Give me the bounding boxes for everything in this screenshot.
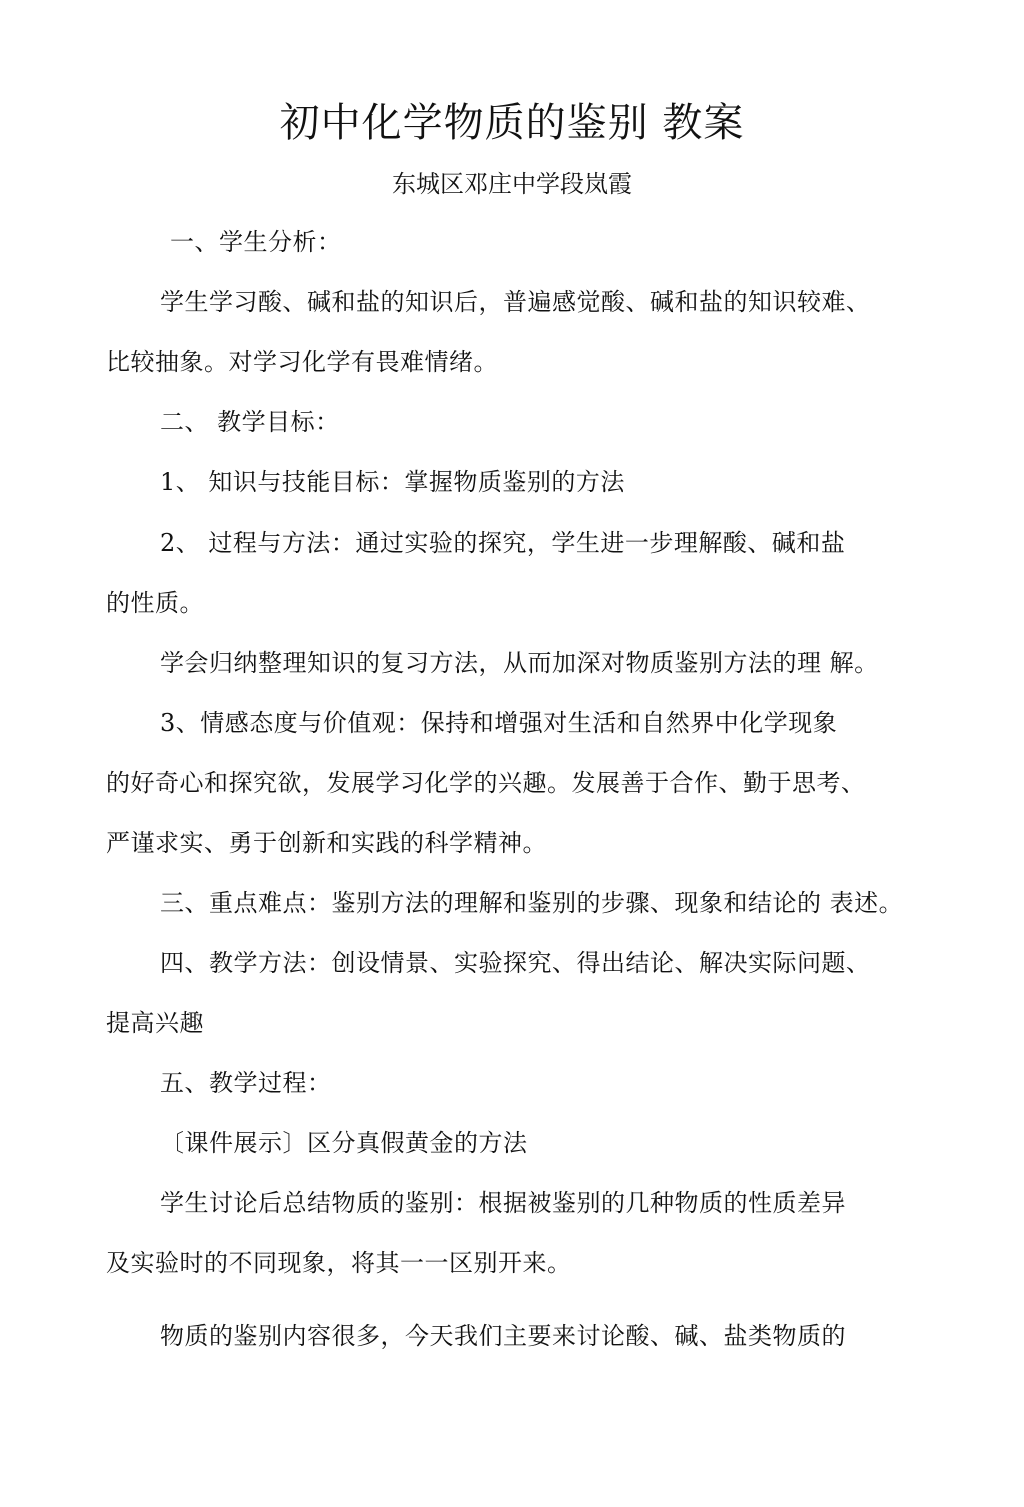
paragraph-line: 3、情感态度与价值观：保持和增强对生活和自然界中化学现象 xyxy=(160,709,838,737)
section-heading-teaching-process: 五、教学过程： xyxy=(160,1069,332,1097)
document-title: 初中化学物质的鉴别 教案 xyxy=(279,100,745,146)
section-heading-teaching-goals: 二、 教学目标： xyxy=(160,408,340,436)
paragraph-line: 2、 过程与方法：通过实验的探究，学生进一步理解酸、碱和盐 xyxy=(160,529,846,557)
document-author: 东城区邓庄中学段岚霞 xyxy=(392,170,632,198)
paragraph-line: 物质的鉴别内容很多，今天我们主要来讨论酸、碱、盐类物质的 xyxy=(160,1322,846,1350)
section-heading-key-points: 三、重点难点：鉴别方法的理解和鉴别的步骤、现象和结论的 表述。 xyxy=(160,889,904,917)
paragraph-line: 的性质。 xyxy=(106,589,204,617)
paragraph-line: 〔课件展示〕区分真假黄金的方法 xyxy=(160,1129,528,1157)
paragraph-line: 提高兴趣 xyxy=(106,1009,204,1037)
section-heading-teaching-methods: 四、教学方法：创设情景、实验探究、得出结论、解决实际问题、 xyxy=(160,949,871,977)
paragraph-line: 的好奇心和探究欲，发展学习化学的兴趣。发展善于合作、勤于思考、 xyxy=(106,769,866,797)
paragraph-line: 严谨求实、勇于创新和实践的科学精神。 xyxy=(106,829,547,857)
paragraph-line: 学生学习酸、碱和盐的知识后，普遍感觉酸、碱和盐的知识较难、 xyxy=(160,288,871,316)
paragraph-line: 学会归纳整理知识的复习方法，从而加深对物质鉴别方法的理 解。 xyxy=(160,649,879,677)
paragraph-line: 1、 知识与技能目标：掌握物质鉴别的方法 xyxy=(160,468,625,496)
paragraph-line: 比较抽象。对学习化学有畏难情绪。 xyxy=(106,348,498,376)
paragraph-line: 及实验时的不同现象，将其一一区别开来。 xyxy=(106,1249,572,1277)
paragraph-line: 学生讨论后总结物质的鉴别：根据被鉴别的几种物质的性质差异 xyxy=(160,1189,846,1217)
section-heading-student-analysis: 一、学生分析： xyxy=(170,228,342,256)
